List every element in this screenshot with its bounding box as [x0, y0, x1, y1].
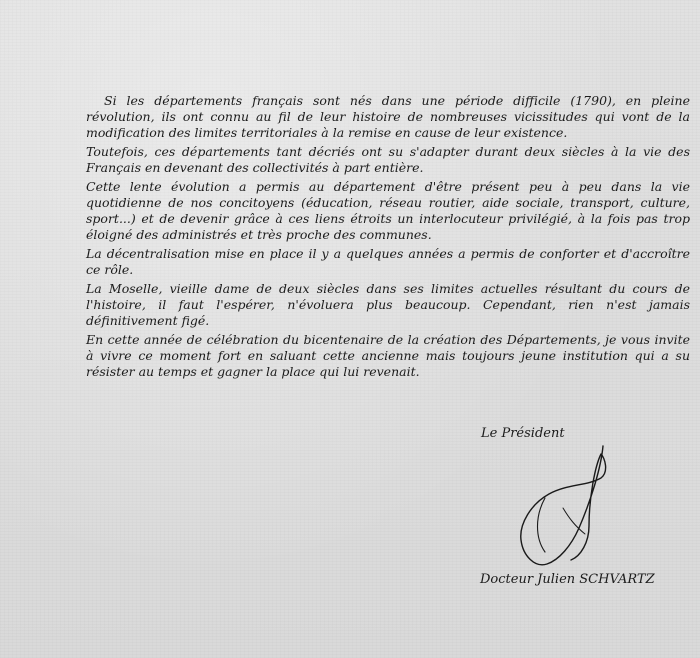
paragraph-3: Cette lente évolution a permis au département d'être présent peu à peu dans la vie quotidienne de nos concitoyens (éducation, réseau routier, aide sociale, transport, culture, sport...) et de devenir grâce à ces liens étroits un interlocuteur privilégié, à la fois pas trop éloigné des administrés et très proche des communes. — [86, 179, 690, 242]
paragraph-6: En cette année de célébration du bicentenaire de la création des Départements, je vous invite à vivre ce moment fort en saluant cette ancienne mais toujours jeune institution qui a su résister au temps et gagner la place qui lui revenait. — [86, 332, 690, 379]
paragraph-5: La Moselle, vieille dame de deux siècles dans ses limites actuelles résultant du cours de l'histoire, il faut l'espérer, n'évoluera plus beaucoup. Cependant, rien n'est jamais définitivement figé. — [86, 281, 690, 328]
paragraph-4: La décentralisation mise en place il y a quelques années a permis de conforter et d'accroître ce rôle. — [86, 246, 690, 277]
handwritten-signature — [505, 438, 625, 573]
closing-title: Le Président — [481, 426, 565, 441]
letter-body — [86, 93, 690, 383]
paragraph-1: Si les départements français sont nés dans une période difficile (1790), en pleine révolution, ils ont connu au fil de leur histoire de nombreuses vicissitudes qui vont de la modification des limites territoriales à la remise en cause de leur existence. — [86, 93, 690, 140]
signatory-name: Docteur Julien SCHVARTZ — [480, 572, 655, 587]
paragraph-2: Toutefois, ces départements tant décriés ont su s'adapter durant deux siècles à la vie des Français en devenant des collectivités à part entière. — [86, 144, 690, 175]
